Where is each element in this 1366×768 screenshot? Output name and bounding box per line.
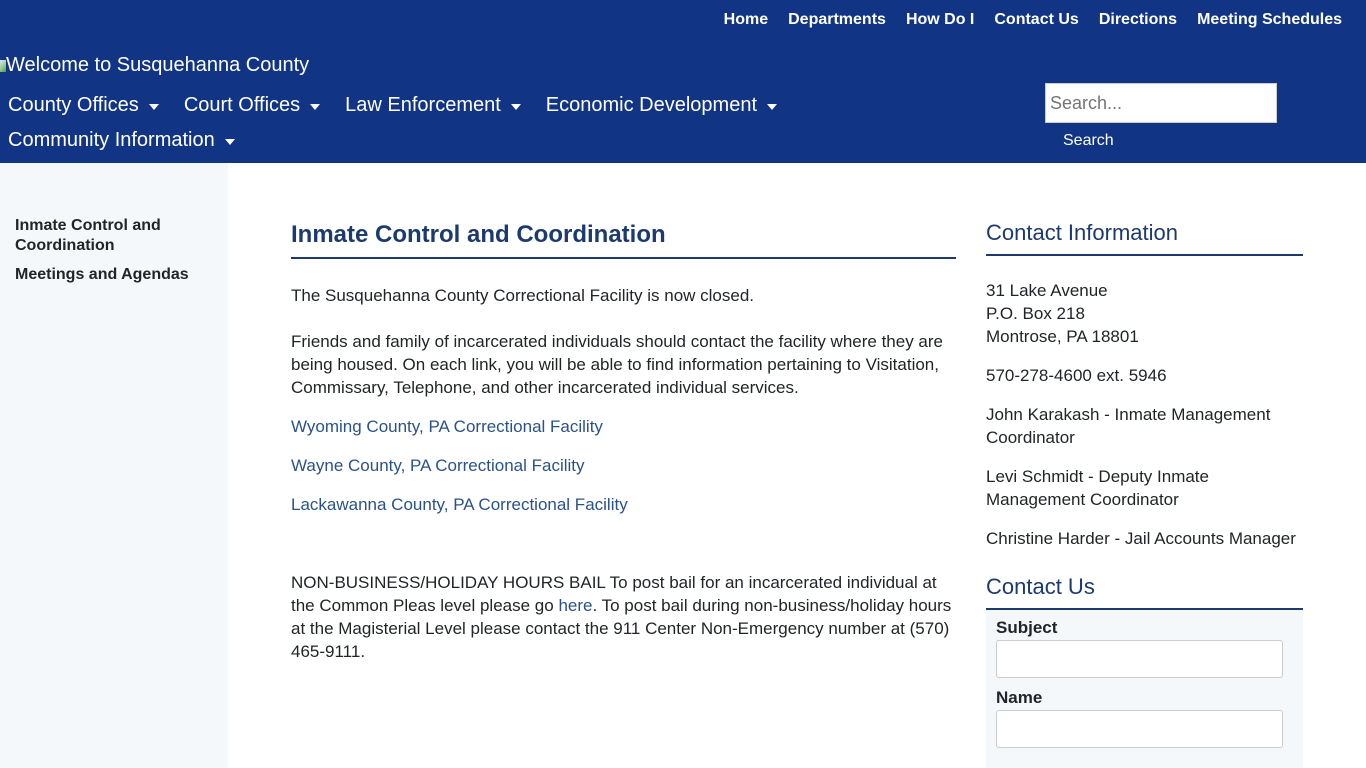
facility-link-item	[291, 415, 956, 438]
intro-text: The Susquehanna County Correctional Facility is now closed.	[291, 286, 755, 305]
staff-item: John Karakash - Inmate Management Coordinator	[986, 405, 1271, 447]
caret-down-icon	[511, 104, 521, 110]
nav-law-enforcement[interactable]	[345, 88, 521, 123]
address-line: 31 Lake Avenue	[986, 281, 1108, 300]
staff-item: Levi Schmidt - Deputy Inmate Management Coordinator	[986, 467, 1209, 509]
facility-link-item	[291, 493, 956, 516]
top-link-meeting-schedules[interactable]: Meeting Schedules	[1197, 11, 1342, 28]
name-label: Name	[996, 688, 1043, 707]
address-block	[986, 279, 1303, 348]
name-field[interactable]	[996, 710, 1283, 748]
sidebar	[0, 163, 228, 768]
facility-link-item	[291, 454, 956, 477]
link-wayne-facility[interactable]: Wayne County, PA Correctional Facility	[291, 456, 585, 475]
logo-alt-text: Welcome to Susquehanna County	[6, 54, 310, 76]
nav-label: Economic Development	[545, 94, 758, 116]
page-title: Inmate Control and Coordination	[291, 221, 956, 259]
utility-nav	[714, 10, 1352, 30]
address-line: P.O. Box 218	[986, 304, 1085, 323]
top-link-how-do-i[interactable]: How Do I	[905, 11, 975, 28]
staff-item: Christine Harder - Jail Accounts Manager	[986, 529, 1296, 548]
site-logo[interactable]	[0, 54, 309, 76]
bail-here-link[interactable]: here	[558, 596, 593, 615]
top-link-departments[interactable]: Departments	[788, 11, 886, 28]
top-link-directions[interactable]: Directions	[1098, 11, 1178, 28]
site-header	[0, 0, 1366, 163]
info-paragraph: Friends and family of incarcerated individuals should contact the facility where they are being housed. On each link, you will be able to find information pertaining to Visitation, Commissary, Telephone, and other incarcerated individual services.	[291, 332, 944, 397]
sidebar-item-meetings-agendas[interactable]: Meetings and Agendas	[15, 266, 189, 283]
caret-down-icon	[149, 104, 159, 110]
phone-number: 570-278-4600 ext. 5946	[986, 366, 1167, 385]
sidebar-item-inmate-control[interactable]: Inmate Control and Coordination	[15, 217, 161, 254]
bail-paragraph	[291, 571, 956, 663]
contact-us-heading: Contact Us	[986, 574, 1303, 610]
nav-label: County Offices	[8, 94, 139, 116]
nav-label: Law Enforcement	[345, 94, 501, 116]
broken-image-icon	[0, 57, 6, 73]
address-line: Montrose, PA 18801	[986, 327, 1139, 346]
top-link-home[interactable]: Home	[723, 11, 769, 28]
bail-text-after: . To post bail during non-business/holiday hours at the Magisterial Level please contact the 911 Center Non-Emergency number at (570) 465-9111.	[291, 596, 952, 661]
subject-field[interactable]	[996, 640, 1283, 678]
subject-label: Subject	[996, 618, 1058, 637]
main-content	[291, 163, 956, 663]
contact-info-heading: Contact Information	[986, 220, 1303, 256]
nav-label: Court Offices	[183, 94, 301, 116]
nav-label: Community Information	[8, 129, 215, 151]
caret-down-icon	[310, 104, 320, 110]
caret-down-icon	[225, 139, 235, 145]
contact-form	[986, 610, 1303, 768]
main-nav	[8, 88, 808, 158]
search-button[interactable]: Search	[1063, 132, 1114, 149]
caret-down-icon	[767, 104, 777, 110]
nav-court-offices[interactable]	[184, 88, 320, 123]
nav-county-offices[interactable]	[8, 88, 159, 123]
top-link-contact-us[interactable]: Contact Us	[994, 11, 1079, 28]
link-lackawanna-facility[interactable]: Lackawanna County, PA Correctional Facility	[291, 495, 628, 514]
search-input[interactable]	[1045, 83, 1277, 123]
link-wyoming-facility[interactable]: Wyoming County, PA Correctional Facility	[291, 417, 603, 436]
nav-community-information[interactable]	[8, 123, 235, 158]
right-column	[986, 163, 1303, 768]
nav-economic-development[interactable]	[546, 88, 777, 123]
bail-text-before: NON-BUSINESS/HOLIDAY HOURS BAIL To post bail for an incarcerated individual at the Common Pleas level please go	[291, 573, 937, 615]
